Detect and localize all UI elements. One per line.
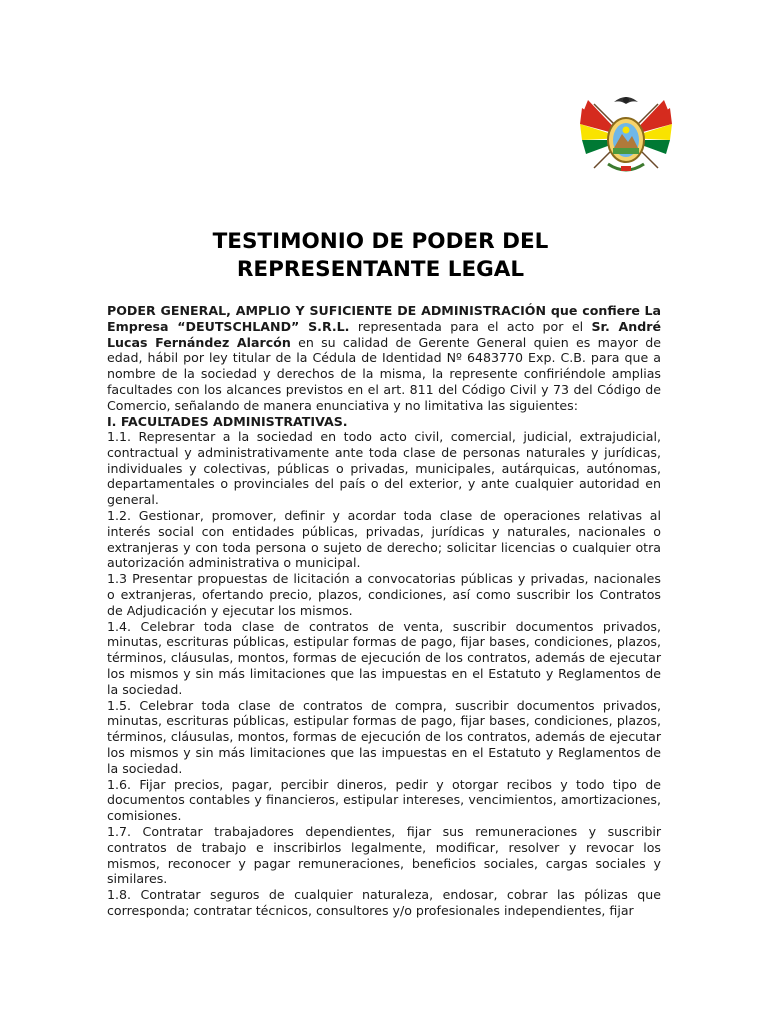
document-title — [0, 228, 768, 284]
title-line-1: TESTIMONIO DE PODER DEL — [212, 229, 549, 254]
title-line-2: REPRESENTANTE LEGAL — [236, 257, 525, 282]
bolivia-coat-of-arms-icon — [574, 88, 678, 180]
rep-text: representada para el acto por el — [349, 318, 592, 334]
list-item: 1.5. Celebrar toda clase de contratos de compra, suscribir documentos privados, minutas, escrituras públicas, estipular formas de pago, fijar bases, condiciones, plazos, términos, cláusulas, montos, formas de ejecución de los contratos, además de ejecutar los mismos y sin más limitaciones que las impuestas en el Estatuto y Reglamentos de la sociedad. — [107, 697, 661, 776]
list-item: 1.3 Presentar propuestas de licitación a convocatorias públicas y privadas, nacionales o extranjeras, ofertando precio, plazos, condiciones, así como suscribir los Contratos de Adjudicación y ejecutar los mismos. — [107, 571, 661, 618]
document-body — [107, 303, 661, 919]
section-heading: I. FACULTADES ADMINISTRATIVAS. — [107, 413, 348, 429]
company-name: La Empresa “DEUTSCHLAND” S.R.L. — [107, 303, 661, 334]
intro-body: en su calidad de Gerente General quien es mayor de edad, hábil por ley titular de la Cédula de Identidad Nº 6483770 Exp. C.B. para que a nombre de la sociedad y derechos de la misma, la represente confiriéndole amplias facultades con los alcances previstos en el art. 811 del Código Civil y 73 del Código de Comercio, señalando de manera enunciativa y no limitativa las siguientes: — [107, 334, 661, 413]
list-item: 1.6. Fijar precios, pagar, percibir dineros, pedir y otorgar recibos y todo tipo de documentos contables y financieros, estipular intereses, vencimientos, amortizaciones, comisiones. — [107, 776, 661, 824]
representative-name: Sr. André Lucas Fernández Alarcón — [107, 318, 661, 350]
intro-paragraph — [107, 303, 661, 414]
list-item: 1.1. Representar a la sociedad en todo acto civil, comercial, judicial, extrajudicial, contractual y administrativamente ante toda clase de personas naturales y jurídicas, individuales y colectivas, públicas o privadas, municipales, autárquicas, autónomas, departamentales o provinciales del país o del exterior, y ante cualquier autoridad en general. — [107, 429, 661, 508]
list-item: 1.2. Gestionar, promover, definir y acordar toda clase de operaciones relativas al interés social con entidades públicas, privadas, jurídicas y naturales, nacionales o extranjeras y con toda persona o sujeto de derecho; solicitar licencias o cualquier otra autorización administrativa o municipal. — [107, 508, 661, 571]
list-item: 1.4. Celebrar toda clase de contratos de venta, suscribir documentos privados, minutas, escrituras públicas, estipular formas de pago, fijar bases, condiciones, plazos, términos, cláusulas, montos, formas de ejecución de los contratos, además de ejecutar los mismos y sin más limitaciones que las impuestas en el Estatuto y Reglamentos de la sociedad. — [107, 618, 661, 697]
list-item: 1.7. Contratar trabajadores dependientes, fijar sus remuneraciones y suscribir contratos de trabajo e inscribirlos legalmente, modificar, resolver y revocar los mismos, reconocer y pagar remuneraciones, beneficios sociales, cargas sociales y similares. — [107, 824, 661, 887]
list-item: 1.8. Contratar seguros de cualquier naturaleza, endosar, cobrar las pólizas que corresponda; contratar técnicos, consultores y/o profesionales independientes, fijar — [107, 887, 661, 918]
intro-lead: PODER GENERAL, AMPLIO Y SUFICIENTE DE ADMINISTRACIÓN que confiere — [107, 303, 640, 318]
coat-of-arms-emblem — [574, 88, 678, 180]
